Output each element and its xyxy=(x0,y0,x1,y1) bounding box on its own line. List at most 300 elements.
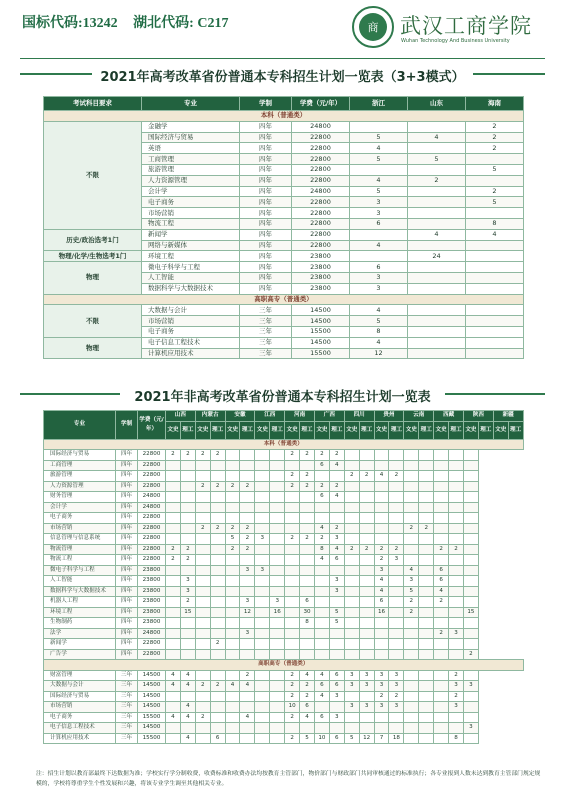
major-name: 物流工程 xyxy=(142,218,240,229)
table-cell xyxy=(210,649,225,660)
table-cell xyxy=(225,618,240,629)
table-cell: 6 xyxy=(329,733,344,744)
table2-section-label: 高职高专（普通类） xyxy=(44,660,524,671)
table-cell: 5 xyxy=(466,197,524,208)
table-cell xyxy=(300,460,315,471)
school-name-en: Wuhan Technology And Business University xyxy=(401,38,510,44)
table-cell xyxy=(270,471,285,482)
table-cell: 24800 xyxy=(138,492,166,503)
major-name: 计算机应用技术 xyxy=(142,348,240,359)
table-cell xyxy=(434,534,449,545)
table-cell: 2 xyxy=(240,534,255,545)
table-cell xyxy=(255,670,270,681)
major-name: 新闻学 xyxy=(44,639,116,650)
table-cell: 16 xyxy=(270,607,285,618)
major-name: 微电子科学与工程 xyxy=(44,565,116,576)
table-cell: 2 xyxy=(285,712,300,723)
table-cell: 3 xyxy=(329,691,344,702)
table-cell xyxy=(463,534,478,545)
track-header: 理工 xyxy=(270,421,285,439)
table-cell xyxy=(344,618,359,629)
table-cell: 2 xyxy=(195,712,210,723)
hubei-code: 湖北代码: C217 xyxy=(133,16,229,31)
table-cell: 15500 xyxy=(138,712,166,723)
table2-section-row xyxy=(44,439,524,450)
table1-col-header: 山东 xyxy=(408,97,466,111)
table-cell xyxy=(350,251,408,262)
table-cell xyxy=(195,513,210,524)
table-row xyxy=(44,262,524,273)
table-cell xyxy=(463,513,478,524)
table-cell xyxy=(329,471,344,482)
major-name: 人工智能 xyxy=(44,576,116,587)
table-cell: 2 xyxy=(300,681,315,692)
province-header: 四川 xyxy=(344,411,374,422)
table-cell: 4 xyxy=(180,681,195,692)
page-header xyxy=(0,0,565,58)
table-cell: 24800 xyxy=(292,121,350,132)
table-cell xyxy=(180,471,195,482)
table-cell xyxy=(195,586,210,597)
table-cell: 四年 xyxy=(116,460,138,471)
table-cell: 3 xyxy=(329,576,344,587)
table-cell xyxy=(419,691,434,702)
table-cell: 23800 xyxy=(138,597,166,608)
table-cell xyxy=(449,649,464,660)
major-name: 人力资源管理 xyxy=(44,481,116,492)
table-cell xyxy=(344,481,359,492)
track-header: 文史 xyxy=(463,421,478,439)
table-cell xyxy=(240,723,255,734)
table-cell: 3 xyxy=(270,597,285,608)
table-cell xyxy=(463,450,478,461)
table-cell: 三年 xyxy=(116,670,138,681)
major-name: 人力资源管理 xyxy=(142,175,240,186)
table-cell: 四年 xyxy=(116,639,138,650)
table-cell xyxy=(195,555,210,566)
table-cell xyxy=(240,555,255,566)
table-cell xyxy=(329,702,344,713)
table2-col-major: 专业 xyxy=(44,411,116,440)
table-cell: 2 xyxy=(463,649,478,660)
table-cell xyxy=(449,607,464,618)
table-cell xyxy=(419,565,434,576)
table-cell xyxy=(314,702,329,713)
table-cell xyxy=(270,670,285,681)
table1-col-header: 考试科目要求 xyxy=(44,97,142,111)
table-cell: 22800 xyxy=(138,481,166,492)
table-cell: 2 xyxy=(329,481,344,492)
table1-title: 2021年高考改革省份普通本专科招生计划一览表（3+3模式） xyxy=(100,70,465,85)
table-cell: 15500 xyxy=(292,348,350,359)
major-name: 信息管理与信息系统 xyxy=(44,534,116,545)
table-cell: 2 xyxy=(225,544,240,555)
table1-col-header: 浙江 xyxy=(350,97,408,111)
table1-section-row xyxy=(44,111,524,122)
table-cell xyxy=(344,712,359,723)
major-name: 大数据与会计 xyxy=(44,681,116,692)
table-cell xyxy=(314,565,329,576)
table-cell xyxy=(255,481,270,492)
table-cell: 2 xyxy=(434,597,449,608)
table-cell xyxy=(344,523,359,534)
table-cell xyxy=(449,513,464,524)
table-cell xyxy=(195,492,210,503)
table-cell xyxy=(255,450,270,461)
table-cell xyxy=(314,607,329,618)
table-cell: 3 xyxy=(344,670,359,681)
track-header: 理工 xyxy=(359,421,374,439)
table-cell: 四年 xyxy=(116,450,138,461)
province-header: 内蒙古 xyxy=(195,411,225,422)
table-cell xyxy=(374,618,389,629)
table-cell: 四年 xyxy=(240,186,292,197)
table-cell xyxy=(463,586,478,597)
table-cell xyxy=(255,723,270,734)
major-name: 旅游管理 xyxy=(142,164,240,175)
table-cell xyxy=(255,712,270,723)
table-cell: 四年 xyxy=(116,502,138,513)
major-name: 物流管理 xyxy=(44,544,116,555)
table-cell xyxy=(419,576,434,587)
table-cell xyxy=(359,597,374,608)
table-cell xyxy=(270,450,285,461)
table-cell xyxy=(408,337,466,348)
table-row xyxy=(44,649,524,660)
table-cell xyxy=(463,733,478,744)
table-cell: 14500 xyxy=(292,337,350,348)
table-cell: 四年 xyxy=(116,607,138,618)
track-header: 文史 xyxy=(314,421,329,439)
table-cell xyxy=(404,649,419,660)
table-cell xyxy=(374,460,389,471)
table-cell: 4 xyxy=(240,681,255,692)
table-cell: 四年 xyxy=(116,471,138,482)
table-cell: 2 xyxy=(404,523,419,534)
table-row xyxy=(44,670,524,681)
table-cell: 3 xyxy=(463,723,478,734)
admission-codes xyxy=(22,12,240,32)
table-row xyxy=(44,639,524,650)
table-cell xyxy=(240,733,255,744)
table-cell xyxy=(270,586,285,597)
province-header: 山西 xyxy=(166,411,196,422)
major-name: 金融学 xyxy=(142,121,240,132)
table-cell: 14500 xyxy=(138,670,166,681)
table-cell xyxy=(344,460,359,471)
table-cell: 三年 xyxy=(240,316,292,327)
table-cell xyxy=(359,607,374,618)
major-name: 市场营销 xyxy=(142,316,240,327)
table-cell xyxy=(166,597,181,608)
table-cell xyxy=(389,607,404,618)
table-cell: 4 xyxy=(180,712,195,723)
table-cell: 四年 xyxy=(240,132,292,143)
table-cell: 3 xyxy=(404,576,419,587)
table-cell: 2 xyxy=(344,544,359,555)
table-cell: 4 xyxy=(408,229,466,240)
table-cell xyxy=(389,565,404,576)
table-cell xyxy=(300,576,315,587)
table-cell: 4 xyxy=(314,670,329,681)
table-cell xyxy=(180,618,195,629)
table-cell xyxy=(434,481,449,492)
table-cell: 16 xyxy=(374,607,389,618)
table-cell: 23800 xyxy=(292,262,350,273)
table-cell xyxy=(389,639,404,650)
table-cell xyxy=(270,639,285,650)
table-cell: 22800 xyxy=(138,544,166,555)
table-cell: 5 xyxy=(350,132,408,143)
table-cell xyxy=(270,733,285,744)
table-row xyxy=(44,691,524,702)
track-header: 理工 xyxy=(508,421,523,439)
table-cell: 12 xyxy=(240,607,255,618)
table-cell: 4 xyxy=(180,733,195,744)
table-cell: 3 xyxy=(374,565,389,576)
table-cell: 22800 xyxy=(292,229,350,240)
table-cell xyxy=(408,121,466,132)
table-cell: 三年 xyxy=(116,723,138,734)
table-cell: 15500 xyxy=(292,326,350,337)
table-cell: 2 xyxy=(466,132,524,143)
major-name: 计算机应用技术 xyxy=(44,733,116,744)
table-cell: 6 xyxy=(350,218,408,229)
table-cell xyxy=(195,628,210,639)
table-cell: 4 xyxy=(240,712,255,723)
table-cell xyxy=(419,502,434,513)
table-cell xyxy=(180,649,195,660)
table-cell xyxy=(195,607,210,618)
table-cell xyxy=(329,597,344,608)
table-row xyxy=(44,481,524,492)
table-cell: 三年 xyxy=(240,348,292,359)
table-cell: 3 xyxy=(240,628,255,639)
table-cell: 2 xyxy=(329,450,344,461)
table-cell xyxy=(329,513,344,524)
table-cell xyxy=(210,628,225,639)
table-cell: 22800 xyxy=(292,143,350,154)
table-cell: 2 xyxy=(449,544,464,555)
table2-col-duration: 学制 xyxy=(116,411,138,440)
table-cell xyxy=(270,523,285,534)
table-cell xyxy=(389,502,404,513)
table-cell xyxy=(404,670,419,681)
table-cell xyxy=(466,251,524,262)
table-cell xyxy=(463,628,478,639)
table-cell: 4 xyxy=(329,544,344,555)
table-cell xyxy=(359,712,374,723)
table-cell xyxy=(210,597,225,608)
table-cell: 6 xyxy=(314,492,329,503)
table-cell: 2 xyxy=(449,670,464,681)
table-cell xyxy=(225,733,240,744)
table-cell xyxy=(359,649,374,660)
table-cell xyxy=(434,471,449,482)
table-cell xyxy=(463,555,478,566)
table-cell xyxy=(404,639,419,650)
table-cell xyxy=(285,460,300,471)
table-cell: 2 xyxy=(195,450,210,461)
table-cell xyxy=(344,565,359,576)
table-cell: 3 xyxy=(449,628,464,639)
table-cell xyxy=(463,460,478,471)
table-cell xyxy=(466,272,524,283)
table1-requirement: 不限 xyxy=(44,305,142,337)
table-cell xyxy=(329,649,344,660)
table-cell: 4 xyxy=(374,586,389,597)
table-cell xyxy=(434,733,449,744)
table-cell: 2 xyxy=(166,450,181,461)
table-cell xyxy=(404,712,419,723)
table-cell xyxy=(285,597,300,608)
table-cell xyxy=(180,492,195,503)
table-cell xyxy=(225,513,240,524)
table-cell xyxy=(374,481,389,492)
table2-section-label: 本科（普通类） xyxy=(44,439,524,450)
table-cell: 22800 xyxy=(138,513,166,524)
table-cell xyxy=(255,691,270,702)
track-header: 理工 xyxy=(329,421,344,439)
table-cell xyxy=(344,639,359,650)
table-cell xyxy=(359,628,374,639)
table-cell xyxy=(240,639,255,650)
table-cell xyxy=(404,450,419,461)
table-cell: 3 xyxy=(240,565,255,576)
table-cell xyxy=(255,639,270,650)
table-cell xyxy=(210,565,225,576)
table-cell xyxy=(210,576,225,587)
table-cell: 4 xyxy=(350,143,408,154)
table-row xyxy=(44,502,524,513)
table-cell: 四年 xyxy=(116,544,138,555)
major-name: 电子商务 xyxy=(142,326,240,337)
track-header: 文史 xyxy=(374,421,389,439)
table-cell: 四年 xyxy=(116,555,138,566)
table-cell xyxy=(404,702,419,713)
table-cell xyxy=(389,513,404,524)
table-cell xyxy=(225,691,240,702)
table-cell xyxy=(285,649,300,660)
table-cell xyxy=(408,208,466,219)
table-cell: 23800 xyxy=(292,272,350,283)
table-cell: 三年 xyxy=(116,733,138,744)
table-cell: 四年 xyxy=(116,534,138,545)
major-name: 电子信息工程技术 xyxy=(142,337,240,348)
table-cell xyxy=(359,586,374,597)
table-cell: 4 xyxy=(166,681,181,692)
table-cell xyxy=(466,283,524,294)
major-name: 会计学 xyxy=(142,186,240,197)
table-row xyxy=(44,618,524,629)
table-cell: 3 xyxy=(329,586,344,597)
major-name: 市场营销 xyxy=(142,208,240,219)
table-cell xyxy=(180,460,195,471)
table-cell: 14500 xyxy=(138,723,166,734)
table-cell xyxy=(434,502,449,513)
table-cell xyxy=(449,639,464,650)
table-cell: 22800 xyxy=(138,649,166,660)
table-cell xyxy=(240,460,255,471)
table-cell xyxy=(210,502,225,513)
table-cell xyxy=(225,586,240,597)
table-cell: 23800 xyxy=(138,618,166,629)
track-header: 文史 xyxy=(493,421,508,439)
table-cell: 2 xyxy=(240,544,255,555)
table-cell: 四年 xyxy=(240,229,292,240)
table-cell xyxy=(166,492,181,503)
table-cell xyxy=(255,597,270,608)
table-cell xyxy=(419,733,434,744)
table-cell xyxy=(359,576,374,587)
table-cell xyxy=(255,649,270,660)
track-header: 文史 xyxy=(166,421,181,439)
table-cell xyxy=(195,460,210,471)
table-cell xyxy=(408,240,466,251)
table-cell xyxy=(210,555,225,566)
table-cell xyxy=(449,471,464,482)
table-cell xyxy=(359,639,374,650)
table-cell xyxy=(408,348,466,359)
table-cell xyxy=(225,450,240,461)
major-name: 国际经济与贸易 xyxy=(44,450,116,461)
table-cell xyxy=(419,513,434,524)
table-cell xyxy=(389,534,404,545)
province-header: 新疆 xyxy=(493,411,523,422)
table-cell xyxy=(166,649,181,660)
table-cell xyxy=(434,670,449,681)
table-cell: 14500 xyxy=(138,681,166,692)
table-cell xyxy=(408,218,466,229)
major-name: 工商管理 xyxy=(142,154,240,165)
table-cell xyxy=(463,565,478,576)
table-cell: 2 xyxy=(180,555,195,566)
table-cell xyxy=(270,702,285,713)
table-cell xyxy=(419,492,434,503)
table-cell xyxy=(314,471,329,482)
table-cell xyxy=(359,691,374,702)
track-header: 理工 xyxy=(449,421,464,439)
table-cell: 4 xyxy=(350,175,408,186)
table-cell: 2 xyxy=(240,670,255,681)
table-cell xyxy=(195,565,210,576)
table-cell xyxy=(344,450,359,461)
table-cell xyxy=(344,628,359,639)
table-cell xyxy=(255,492,270,503)
table-cell: 4 xyxy=(329,492,344,503)
table-cell xyxy=(389,618,404,629)
table-cell: 四年 xyxy=(116,597,138,608)
table-cell xyxy=(240,649,255,660)
table-cell xyxy=(329,565,344,576)
table-cell: 3 xyxy=(449,702,464,713)
table-cell xyxy=(225,723,240,734)
table-row xyxy=(44,733,524,744)
table-cell xyxy=(270,712,285,723)
major-name: 会计学 xyxy=(44,502,116,513)
table-cell: 2 xyxy=(285,681,300,692)
table-cell xyxy=(255,471,270,482)
table-cell: 2 xyxy=(314,481,329,492)
table-cell xyxy=(374,649,389,660)
table-cell: 四年 xyxy=(116,618,138,629)
major-name: 国际经济与贸易 xyxy=(44,691,116,702)
table-row xyxy=(44,586,524,597)
table-cell: 4 xyxy=(314,555,329,566)
table2-header-row xyxy=(44,411,524,422)
table-cell xyxy=(210,691,225,702)
table-cell xyxy=(270,628,285,639)
